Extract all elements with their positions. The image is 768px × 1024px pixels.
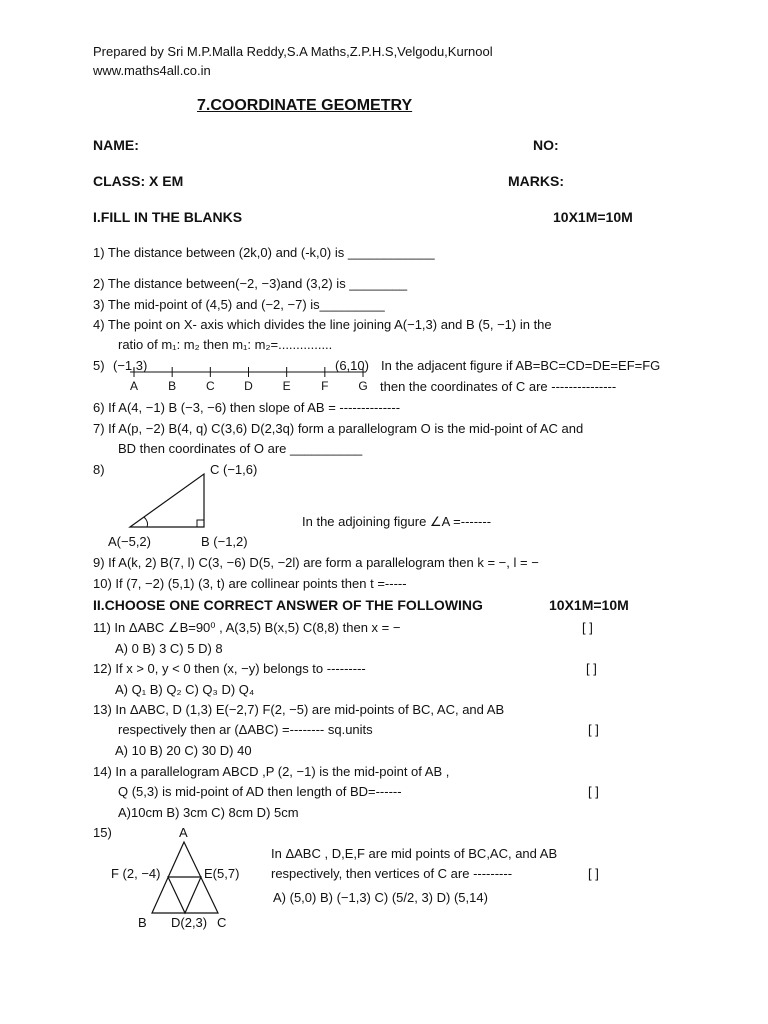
question-2: 2) The distance between(−2, −3)and (3,2) is ________ (93, 276, 408, 291)
section1-title: I.FILL IN THE BLANKS (93, 209, 243, 225)
question-5-text: In the adjacent figure if AB=BC=CD=DE=EF=FG (381, 358, 661, 373)
segment-point-label-f: F (321, 379, 329, 393)
question-13-options: A) 10 B) 20 C) 30 D) 40 (115, 743, 252, 758)
section2-title: II.CHOOSE ONE CORRECT ANSWER OF THE FOLLOWING (93, 597, 483, 613)
segment-point-label-a: A (129, 379, 139, 393)
medial-triangle-def (168, 877, 201, 913)
question-5-start-point: (−1,3) (113, 358, 148, 373)
answer-bracket-13: [ ] (588, 722, 599, 737)
number-field-label: NO: (533, 137, 559, 153)
question-5-text-2: then the coordinates of C are --------------- (380, 379, 617, 394)
segment-point-label-e: E (282, 379, 291, 393)
question-15-label-e: E(5,7) (204, 866, 240, 881)
question-15-label-a: A (179, 825, 188, 840)
header-author: Prepared by Sri M.P.Malla Reddy,S.A Maths,Z.P.H.S,Velgodu,Kurnool (93, 44, 493, 59)
question-15-text: In ΔABC , D,E,F are mid points of BC,AC, and AB (271, 846, 558, 861)
question-11-stem: 11) In ΔABC ∠B=90⁰ , A(3,5) B(x,5) C(8,8) then x = − (93, 620, 401, 635)
question-7-line2: BD then coordinates of O are __________ (118, 441, 363, 456)
answer-bracket-14: [ ] (588, 784, 599, 799)
answer-bracket-15: [ ] (588, 866, 599, 881)
question-11-options: A) 0 B) 3 C) 5 D) 8 (115, 641, 223, 656)
question-14-options: A)10cm B) 3cm C) 8cm D) 5cm (118, 805, 299, 820)
question-15-label-c: C (217, 915, 227, 930)
question-3: 3) The mid-point of (4,5) and (−2, −7) is_________ (93, 297, 385, 312)
question-8-label-a: A(−5,2) (108, 534, 151, 549)
question-9: 9) If A(k, 2) B(7, l) C(3, −6) D(5, −2l) are form a parallelogram then k = −, l = − (93, 555, 539, 570)
segment-point-label-c: C (205, 379, 215, 393)
question-10: 10) If (7, −2) (5,1) (3, t) are collinear points then t =----- (93, 576, 407, 591)
question-8-label-b: B (−1,2) (201, 534, 248, 549)
question-5-end-point: (6,10) (335, 358, 369, 373)
name-field-label: NAME: (93, 137, 139, 153)
section2-marks: 10X1M=10M (549, 597, 629, 613)
segment-point-label-d: D (244, 379, 253, 393)
question-15-options: A) (5,0) B) (−1,3) C) (5/2, 3) D) (5,14) (273, 890, 488, 905)
question-15-label-b: B (138, 915, 147, 930)
question-15-label-f: F (2, −4) (111, 866, 161, 881)
question-6: 6) If A(4, −1) B (−3, −6) then slope of AB = -------------- (93, 400, 401, 415)
marks-field-label: MARKS: (508, 173, 564, 189)
question-15-number: 15) (93, 825, 112, 840)
question-4-line2: ratio of m₁: m₂ then m₁: m₂=............... (118, 337, 333, 352)
page-title: 7.COORDINATE GEOMETRY (197, 97, 413, 114)
question-4-line1: 4) The point on X- axis which divides the line joining A(−1,3) and B (5, −1) in the (93, 317, 552, 332)
segment-point-label-g: G (358, 379, 368, 393)
question-1: 1) The distance between (2k,0) and (-k,0) is ____________ (93, 245, 435, 260)
question-7-line1: 7) If A(p, −2) B(4, q) C(3,6) D(2,3q) form a parallelogram O is the mid-point of AC and (93, 421, 584, 436)
section1-marks: 10X1M=10M (553, 209, 633, 225)
question-8-label-c: C (−1,6) (210, 462, 258, 477)
question-14-stem-2: Q (5,3) is mid-point of AD then length of BD=------ (118, 784, 402, 799)
header-website: www.maths4all.co.in (93, 63, 211, 78)
question-15-text-2: respectively, then vertices of C are --------- (271, 866, 513, 881)
answer-bracket-11: [ ] (582, 620, 593, 635)
class-field-label: CLASS: X EM (93, 173, 184, 189)
answer-bracket-12: [ ] (586, 661, 597, 676)
question-5-number: 5) (93, 358, 105, 373)
question-15-label-d: D(2,3) (171, 915, 208, 930)
question-8-text: In the adjoining figure ∠A =------- (302, 514, 492, 529)
question-14-stem: 14) In a parallelogram ABCD ,P (2, −1) is the mid-point of AB , (93, 764, 450, 779)
question-12-stem: 12) If x > 0, y < 0 then (x, −y) belongs to --------- (93, 661, 366, 676)
question-13-stem: 13) In ΔABC, D (1,3) E(−2,7) F(2, −5) are mid-points of BC, AC, and AB (93, 702, 505, 717)
question-13-stem-2: respectively then ar (ΔABC) =-------- sq.units (118, 722, 373, 737)
question-12-options: A) Q₁ B) Q₂ C) Q₃ D) Q₄ (115, 682, 255, 697)
segment-point-label-b: B (168, 379, 177, 393)
question-8-number: 8) (93, 462, 105, 477)
